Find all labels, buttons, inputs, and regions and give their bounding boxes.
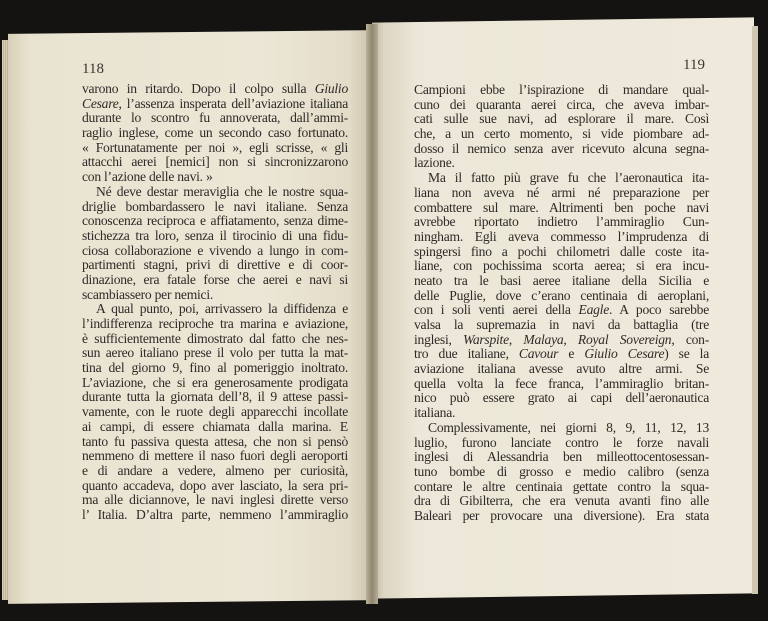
text-line	[82, 229, 348, 244]
text-line	[414, 450, 709, 465]
text-line	[82, 508, 348, 523]
text-segment: ) se la	[664, 346, 709, 362]
text-segment: inglesi di Alessandria ben milleottocentosessan-	[414, 449, 709, 465]
text-segment: dinazione, era fatale forse che aerei e navi si	[82, 271, 348, 287]
text-segment: ai campi, di essere chiamata dalla marina. E	[82, 418, 348, 434]
italic-text: Cavour	[518, 346, 559, 362]
text-segment: contare le altre centinaia gettate contro la squa-	[414, 478, 709, 494]
text-line	[414, 391, 709, 406]
text-line	[82, 258, 348, 273]
text-segment: con l’azione delle navi. »	[82, 169, 213, 185]
text-segment: stichezza tra loro, senza il tirocinio di una fidu-	[82, 227, 348, 243]
text-segment: con i soli venti aerei della	[414, 302, 579, 318]
text-line	[414, 362, 709, 377]
text-segment: , con-	[671, 331, 710, 347]
text-line	[414, 230, 709, 245]
text-segment: ,	[508, 331, 524, 347]
text-line	[414, 215, 709, 230]
text-line	[82, 170, 348, 185]
text-segment: l’ Italia. D’altra parte, nemmeno l’ammiraglio	[82, 506, 348, 522]
text-line	[82, 273, 348, 288]
text-line	[414, 303, 709, 318]
text-segment: combattere sul mare. Altrimenti ben poche navi	[414, 199, 709, 215]
text-line	[82, 346, 348, 361]
right-page-text	[414, 83, 709, 524]
text-line	[82, 200, 348, 215]
book-gutter	[366, 24, 378, 604]
text-segment: avrebbe riportato indietro l’ammiraglio Cun-	[414, 214, 709, 230]
text-line	[82, 244, 348, 259]
text-segment: Ma il fatto più grave fu che l’aeronautica ita-	[428, 170, 709, 186]
text-line	[414, 465, 709, 480]
text-line	[82, 111, 348, 126]
text-segment: aviazione italiana avesse avuto altre armi. Se	[414, 361, 709, 377]
text-segment: tuno bombe di grosso e medio calibro (senza	[414, 463, 709, 479]
text-line	[414, 436, 709, 451]
text-segment: sun aereo italiano prese il volo per tutta la mat-	[82, 345, 348, 361]
text-segment: ma alle diciannove, le navi inglesi dirette verso	[82, 492, 348, 508]
text-line	[414, 480, 709, 495]
text-segment: e	[558, 346, 585, 362]
text-line	[414, 142, 709, 157]
text-segment: quanto accadeva, dopo aver lasciato, la sera pri-	[82, 477, 348, 493]
text-line	[82, 464, 348, 479]
text-line	[414, 83, 709, 98]
text-segment: inglesi,	[414, 331, 464, 347]
text-segment: che, a un certo momento, si vide piombare ad-	[414, 126, 709, 142]
text-segment: nico può essere grato ai capi dell’aeronautica	[414, 390, 709, 406]
text-line	[414, 156, 709, 171]
text-line	[414, 318, 709, 333]
text-line	[82, 405, 348, 420]
text-segment: Campioni ebbe l’ispirazione di mandare qual-	[414, 82, 709, 97]
text-segment: durante tutta la giornata dell’8, il 9 attese passi-	[82, 389, 348, 405]
text-line	[82, 155, 348, 170]
text-segment: conoscenza reciproca e affiatamento, senza dime-	[82, 213, 348, 229]
text-line	[82, 141, 348, 156]
text-line	[82, 97, 348, 112]
italic-text: Warspite	[463, 331, 509, 347]
text-segment: liane, con pochissima scorta aerea; si era incu-	[414, 258, 709, 274]
text-line	[414, 127, 709, 142]
text-segment: valsa la supremazia in navi da battaglia (tre	[414, 317, 709, 332]
text-segment: Né deve destar meraviglia che le nostre squa-	[96, 183, 348, 199]
text-segment: cati sulle sue navi, ad esplorare il mare. Così	[414, 111, 709, 127]
text-segment: attacchi aerei [nemici] non si sincronizzarono	[82, 154, 348, 170]
text-line	[82, 126, 348, 141]
text-line	[414, 347, 709, 362]
italic-text: Giulio	[314, 81, 348, 96]
text-segment: ciosa collaborazione e vivendo a lungo in com-	[82, 242, 348, 258]
text-line	[414, 186, 709, 201]
text-line	[414, 245, 709, 260]
text-segment: l’indifferenza reciproche tra marina e aviazione,	[82, 316, 348, 331]
text-line	[82, 214, 348, 229]
text-segment: driglie bombardassero le navi italiane. Senza	[82, 198, 348, 214]
text-line	[82, 317, 348, 332]
left-page-text	[82, 82, 348, 523]
text-line	[82, 82, 348, 97]
text-line	[82, 435, 348, 450]
text-segment: quella volta la fece franca, l’ammiraglio britan-	[414, 375, 709, 391]
text-segment: spingersi fino a pochi chilometri dalle coste ita-	[414, 243, 709, 259]
text-segment: liana non aveva né armi né preparazione per	[414, 184, 709, 200]
text-segment: dra di Gibilterra, che era venuta avanti fino alle	[414, 493, 709, 509]
text-segment: varono in ritardo. Dopo il colpo sulla	[82, 81, 315, 96]
text-segment: e di andare a vedere, almeno per curiosità,	[82, 462, 348, 478]
page-number-left: 118	[82, 61, 104, 77]
page-edges-right	[752, 26, 758, 594]
text-line	[82, 390, 348, 405]
text-line	[82, 302, 348, 317]
text-line	[414, 406, 709, 421]
text-line	[414, 98, 709, 113]
italic-text: Cesare	[82, 95, 119, 111]
text-line	[82, 185, 348, 200]
text-segment: nemmeno di mettere il naso fuori degli aeroporti	[82, 448, 348, 464]
text-segment: L’aviazione, che si era generosamente prodigata	[82, 374, 348, 390]
text-segment: cuno dei quaranta aerei circa, che aveva imbar-	[414, 96, 709, 112]
text-line	[82, 376, 348, 391]
text-segment: neato tra le basi aeree italiane della Sicilia e	[414, 272, 709, 288]
text-line	[414, 494, 709, 509]
text-line	[82, 449, 348, 464]
text-segment: durante lo scontro fu annoverata, dall’ammi-	[82, 110, 348, 126]
text-line	[414, 274, 709, 289]
text-segment: dosso il nemico senza aver ricevuto alcuna segna-	[414, 140, 709, 156]
italic-text: Giulio Cesare	[584, 346, 665, 362]
text-segment: vamente, con le ruote degli apparecchi incollate	[82, 404, 348, 420]
text-line	[414, 333, 709, 348]
text-line	[82, 332, 348, 347]
text-segment: ningham. Egli aveva commesso l’imprudenza di	[414, 228, 709, 244]
text-segment: Baleari per provocare una diversione). Era stata	[414, 507, 709, 523]
text-segment: Complessivamente, nei giorni 8, 9, 11, 12, 13	[428, 419, 709, 435]
text-segment: , l’assenza insperata dell’aviazione italiana	[118, 95, 348, 111]
text-segment: scambiassero per nemici.	[82, 286, 214, 302]
text-line	[414, 509, 709, 524]
text-segment: lazione.	[414, 155, 455, 171]
text-segment: ,	[563, 331, 578, 347]
page-number-right: 119	[683, 57, 705, 73]
text-segment: delle Puglie, dove c’erano centinaia di aeroplani,	[414, 287, 709, 303]
text-segment: luglio, furono lanciate contro le forze navali	[414, 434, 709, 450]
text-line	[414, 421, 709, 436]
text-line	[414, 377, 709, 392]
text-segment: è sufficientemente dimostrato dal fatto che nes-	[82, 330, 348, 346]
text-line	[82, 361, 348, 376]
text-line	[82, 288, 348, 303]
text-line	[414, 112, 709, 127]
italic-text: Royal Sovereign	[577, 331, 672, 347]
text-segment: raglio inglese, come un secondo caso fortunato.	[82, 125, 348, 141]
text-segment: tina del giorno 9, fino al pomeriggio inoltrato.	[82, 360, 348, 376]
text-line	[414, 201, 709, 216]
text-line	[82, 493, 348, 508]
italic-text: Malaya	[523, 331, 564, 347]
text-line	[414, 259, 709, 274]
text-segment: italiana.	[414, 405, 456, 421]
text-segment: « Fortunatamente per noi », egli scrisse, « gli	[82, 139, 348, 155]
text-segment: . A poco sarebbe	[608, 302, 709, 318]
text-segment: partimenti stagni, privi di direttive e di coor-	[82, 257, 348, 273]
text-line	[82, 420, 348, 435]
text-segment: A qual punto, poi, arrivassero la diffidenza e	[96, 301, 348, 317]
text-line	[82, 479, 348, 494]
text-segment: tanto fu passiva questa attesa, che non si pensò	[82, 433, 348, 449]
italic-text: Eagle	[578, 302, 609, 318]
text-segment: tro due italiane,	[414, 346, 519, 362]
text-line	[414, 171, 709, 186]
text-line	[414, 289, 709, 304]
